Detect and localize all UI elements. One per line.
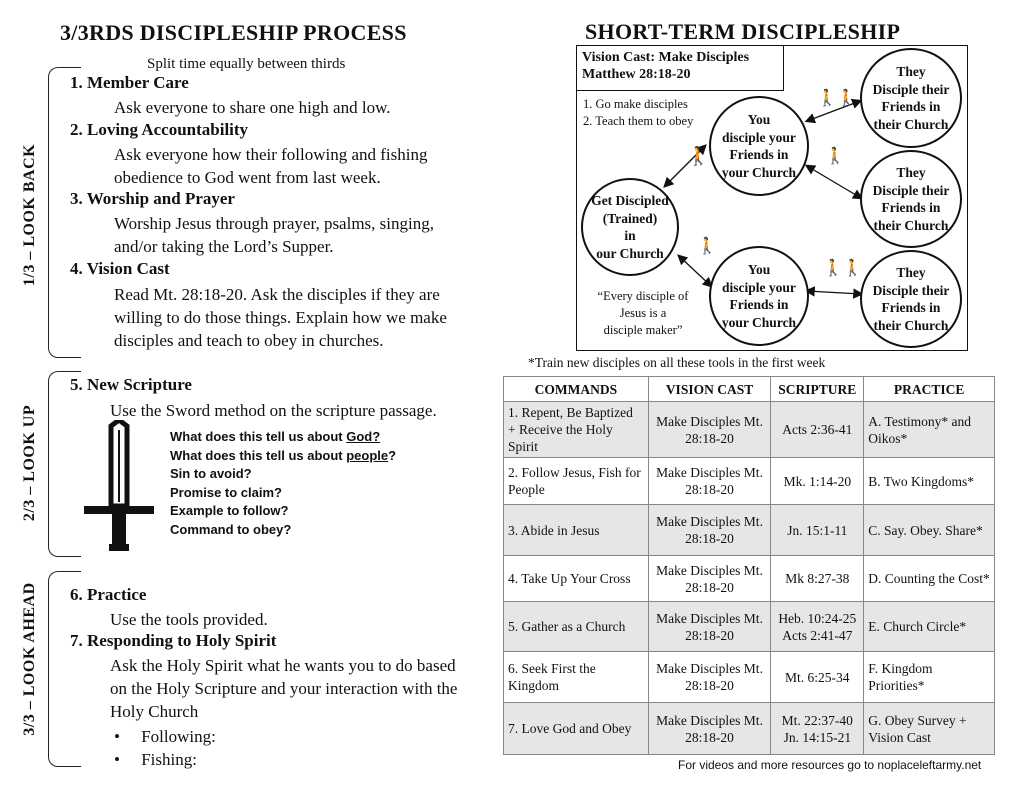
quote-text: “Every disciple of Jesus is a disciple maker” xyxy=(597,289,689,337)
item-body: Use the tools provided. xyxy=(110,610,268,629)
item-heading: 2. Loving Accountability xyxy=(70,120,249,139)
column-header: SCRIPTURE xyxy=(771,377,864,402)
item-heading: 6. Practice xyxy=(70,585,147,604)
circle-get-discipled: Get Discipled (Trained) in our Church xyxy=(581,178,679,276)
item-body: Ask everyone to share one high and low. xyxy=(114,98,391,117)
item-body: Use the Sword method on the scripture passage. xyxy=(110,401,437,420)
item-body: and/or taking the Lord’s Supper. xyxy=(114,237,334,256)
item-heading: 3. Worship and Prayer xyxy=(70,189,235,208)
item-body: Holy Church xyxy=(110,702,199,721)
walking-figures-icon: 🚶 xyxy=(697,238,717,255)
item-body: Ask everyone how their following and fishing xyxy=(114,145,428,164)
column-header: PRACTICE xyxy=(864,377,995,402)
walking-figures-icon: 🚶🚶 xyxy=(823,260,863,277)
section-label-look-back: 1/3 – LOOK BACK xyxy=(21,143,38,287)
step-text: 2. Teach them to obey xyxy=(583,114,694,128)
circle-you-disciple-top: You disciple your Friends in your Church xyxy=(709,96,809,196)
item-heading: 7. Responding to Holy Spirit xyxy=(70,631,277,650)
resources-link[interactable]: For videos and more resources go to noplaceleftarmy.net xyxy=(678,758,982,772)
table-row: 4. Take Up Your Cross Make Disciples Mt. 28:18-20 Mk 8:27-38 D. Counting the Cost* xyxy=(504,556,995,602)
table-row: 7. Love God and Obey Make Disciples Mt. 28:18-20 Mt. 22:37-40 Jn. 14:15-21 G. Obey Survey + Vision Cast xyxy=(504,703,995,755)
item-body: Worship Jesus through prayer, psalms, singing, xyxy=(114,214,434,233)
item-body: Ask the Holy Spirit what he wants you to do based xyxy=(110,656,456,675)
table-row: 5. Gather as a Church Make Disciples Mt. 28:18-20 Heb. 10:24-25 Acts 2:41-47 E. Church Circle* xyxy=(504,602,995,652)
walking-figures-icon: 🚶 xyxy=(687,146,710,166)
vision-cast-box: Vision Cast: Make Disciples Matthew 28:18-20 xyxy=(576,45,784,91)
item-body: disciples and teach to obey in churches. xyxy=(114,331,384,350)
circle-they-disciple-2: They Disciple their Friends in their Church xyxy=(860,150,962,248)
section-label-look-ahead: 3/3 – LOOK AHEAD xyxy=(21,582,38,736)
circle-they-disciple-3: They Disciple their Friends in their Church xyxy=(860,250,962,348)
item-body: obedience to God went from last week. xyxy=(114,168,381,187)
training-note: *Train new disciples on all these tools in the first week xyxy=(528,355,826,370)
table-row: 3. Abide in Jesus Make Disciples Mt. 28:18-20 Jn. 15:1-11 C. Say. Obey. Share* xyxy=(504,505,995,556)
column-header: VISION CAST xyxy=(648,377,771,402)
item-body: on the Holy Scripture and your interaction with the xyxy=(110,679,458,698)
right-title: SHORT-TERM DISCIPLESHIP xyxy=(585,19,901,44)
walking-figures-icon: 🚶 xyxy=(825,148,845,165)
section-label-look-up: 2/3 – LOOK UP xyxy=(21,404,38,522)
left-title: 3/3RDS DISCIPLESHIP PROCESS xyxy=(60,20,407,45)
table-row: 2. Follow Jesus, Fish for People Make Disciples Mt. 28:18-20 Mk. 1:14-20 B. Two Kingdoms* xyxy=(504,458,995,505)
item-heading: 4. Vision Cast xyxy=(70,259,170,278)
walking-figures-icon: 🚶🚶 xyxy=(817,90,857,107)
sword-questions: What does this tell us about God? What does this tell us about people? Sin to avoid? Promise to claim? Example to follow? Command to obey? xyxy=(170,429,397,537)
table-row: 6. Seek First the Kingdom Make Disciples Mt. 28:18-20 Mt. 6:25-34 F. Kingdom Priorities* xyxy=(504,652,995,703)
item-heading: 1. Member Care xyxy=(70,73,189,92)
table-row: 1. Repent, Be Baptized + Receive the Holy Spirit Make Disciples Mt. 28:18-20 Acts 2:36-41 A. Testimony* and Oikos* xyxy=(504,402,995,458)
circle-they-disciple-1: They Disciple their Friends in their Church xyxy=(860,48,962,148)
bullet-item: • Fishing: xyxy=(114,750,197,769)
bracket-look-up xyxy=(48,371,81,557)
circle-you-disciple-bottom: You disciple your Friends in your Church xyxy=(709,246,809,346)
bracket-look-back xyxy=(48,67,81,358)
step-text: 1. Go make disciples xyxy=(583,97,688,111)
left-subtitle: Split time equally between thirds xyxy=(147,56,346,72)
item-body: willing to do those things. Explain how we make xyxy=(114,308,447,327)
item-heading: 5. New Scripture xyxy=(70,375,192,394)
item-body: Read Mt. 28:18-20. Ask the disciples if they are xyxy=(114,285,440,304)
column-header: COMMANDS xyxy=(504,377,649,402)
bullet-item: • Following: xyxy=(114,727,216,746)
discipleship-diagram xyxy=(576,45,968,351)
commands-table xyxy=(503,376,995,755)
sword-icon xyxy=(84,420,154,552)
